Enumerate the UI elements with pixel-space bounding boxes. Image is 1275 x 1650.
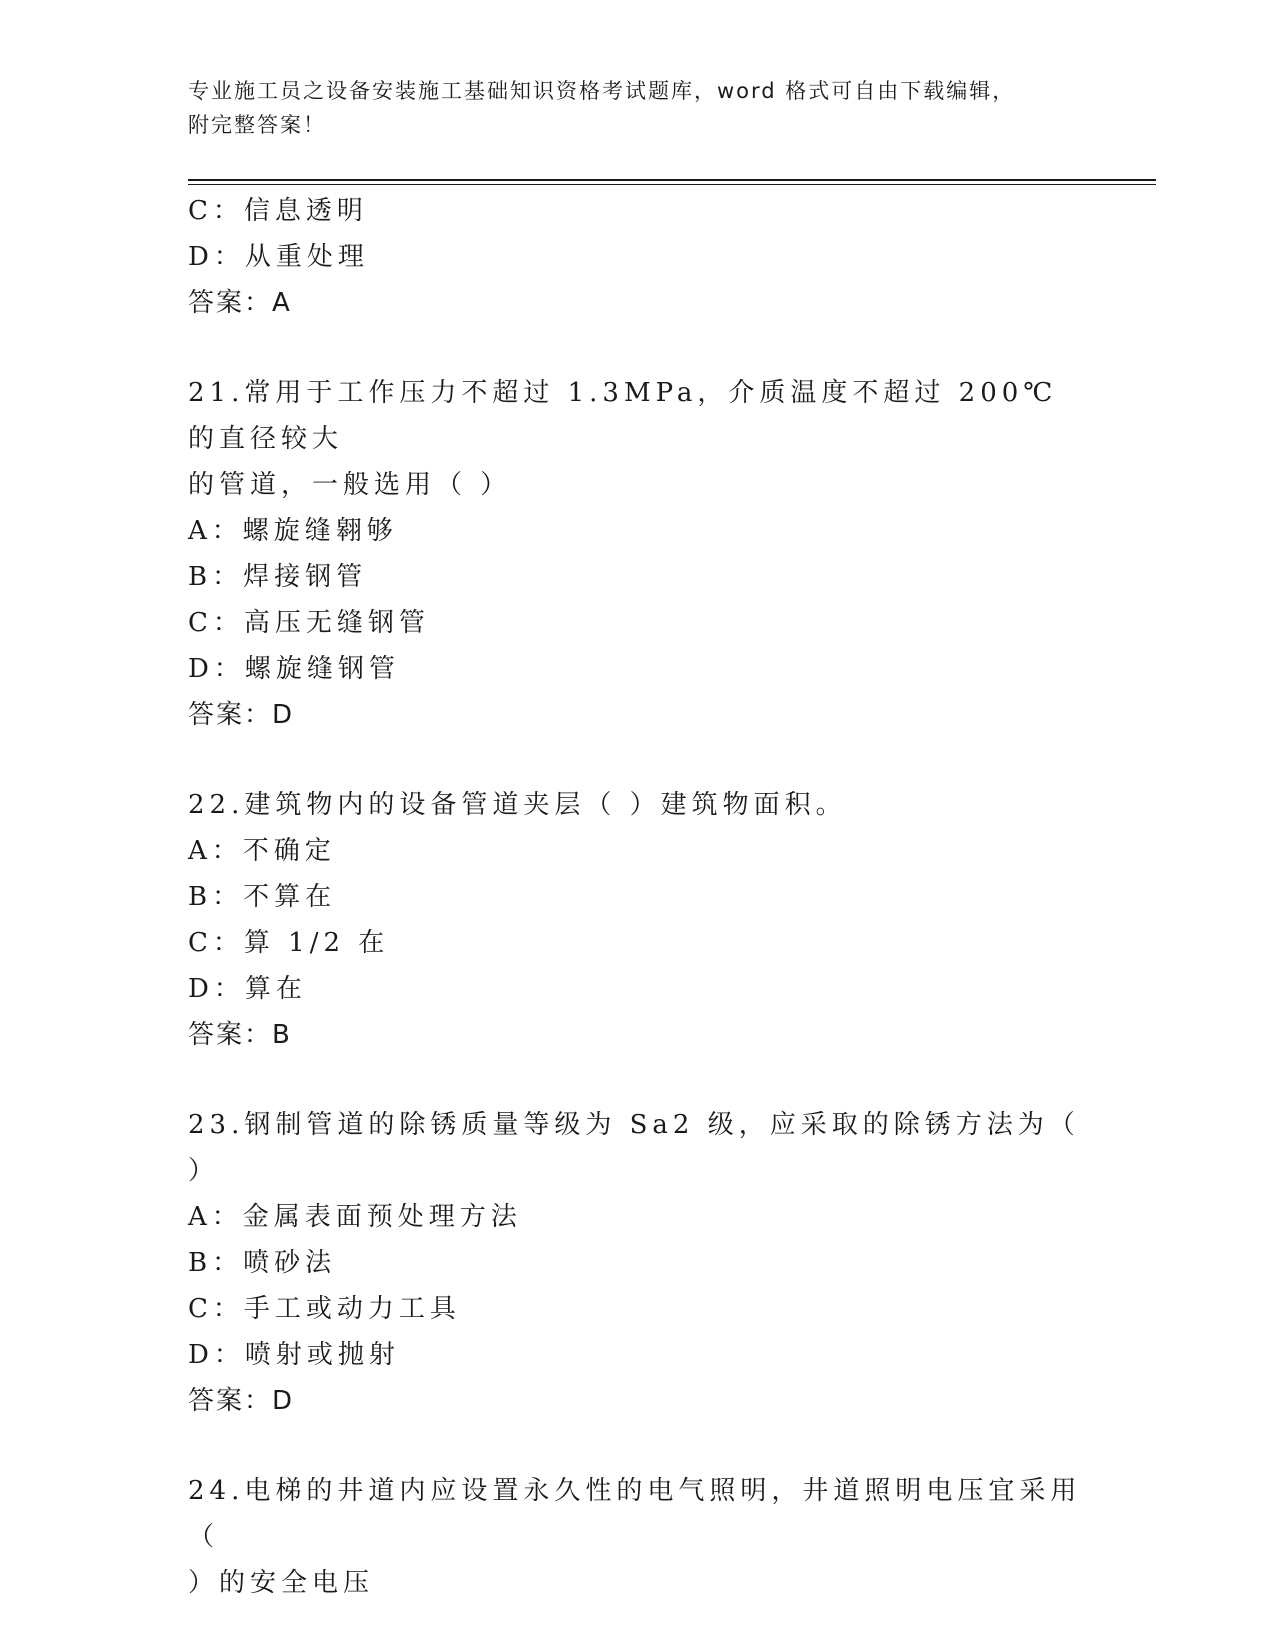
option-c: C：高压无缝钢管 [188, 608, 430, 638]
answer-line: 答案：A [188, 288, 292, 318]
question-stem-line: 的管道，一般选用（ ） [188, 470, 512, 500]
question-stem [188, 1468, 1088, 1606]
document-header [188, 74, 1088, 142]
option-a: A：螺旋缝翱够 [188, 516, 398, 546]
question-stem [188, 370, 1088, 508]
question-22 [188, 782, 1148, 1058]
question-stem-line: 21.常用于工作压力不超过 1.3MPa，介质温度不超过 200℃的直径较大 [188, 378, 1058, 454]
answer-line: 答案：B [188, 1020, 292, 1050]
question-stem [188, 782, 1088, 828]
option-c: C：手工或动力工具 [188, 1294, 461, 1324]
question-content [188, 188, 1148, 1606]
question-stem-line: 24.电梯的井道内应设置永久性的电气照明，井道照明电压宜采用（ [188, 1476, 1082, 1552]
question-24 [188, 1468, 1148, 1606]
option-c: C：信息透明 [188, 196, 368, 226]
option-d: D：螺旋缝钢管 [188, 654, 400, 684]
option-c: C：算 1/2 在 [188, 928, 390, 958]
answer-line: 答案：D [188, 1386, 295, 1416]
question-23 [188, 1102, 1148, 1424]
option-a: A：金属表面预处理方法 [188, 1202, 522, 1232]
question-stem-line: 22.建筑物内的设备管道夹层（ ）建筑物面积。 [188, 790, 847, 820]
header-divider-bottom [188, 184, 1156, 185]
answer-line: 答案：D [188, 700, 295, 730]
question-stem-line: 23.钢制管道的除锈质量等级为 Sa2 级，应采取的除锈方法为（ ） [188, 1110, 1080, 1186]
question-stem-line: ）的安全电压 [188, 1568, 375, 1598]
option-d: D：算在 [188, 974, 307, 1004]
option-d: D：喷射或抛射 [188, 1340, 400, 1370]
option-b: B：不算在 [188, 882, 337, 912]
option-d: D：从重处理 [188, 242, 369, 272]
option-a: A：不确定 [188, 836, 336, 866]
continued-question [188, 188, 1148, 326]
option-b: B：焊接钢管 [188, 562, 368, 592]
question-stem [188, 1102, 1088, 1194]
question-21 [188, 370, 1148, 738]
header-line-2: 附完整答案！ [188, 113, 326, 137]
option-b: B：喷砂法 [188, 1248, 337, 1278]
header-divider-top [188, 179, 1156, 181]
header-line-1: 专业施工员之设备安装施工基础知识资格考试题库，word 格式可自由下载编辑， [188, 79, 1016, 103]
